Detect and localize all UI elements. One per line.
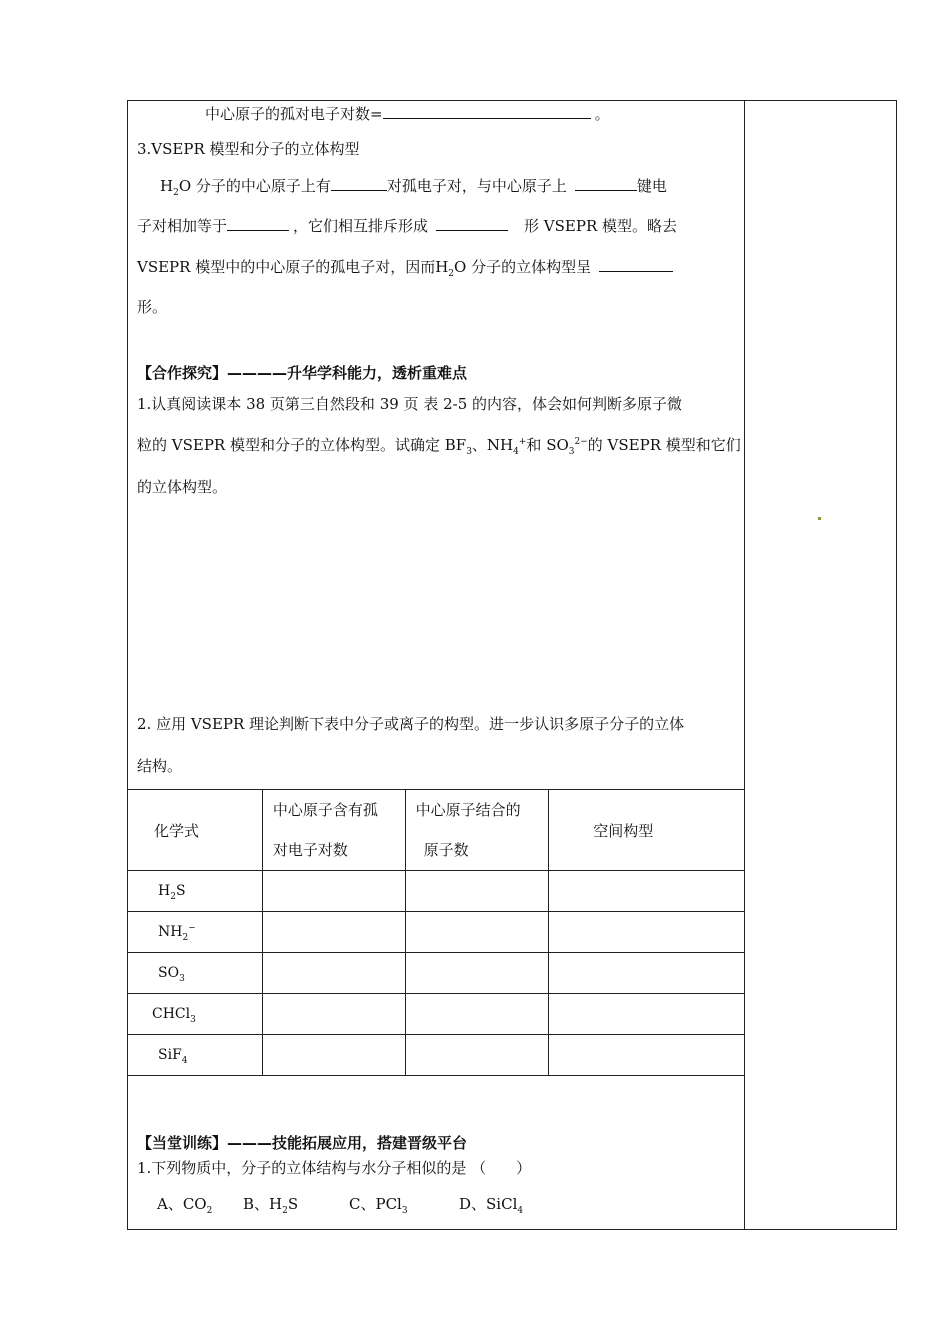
choice-d[interactable]: D、SiCl$_4$ xyxy=(459,1195,524,1216)
answer-cell[interactable] xyxy=(262,912,405,953)
answer-blank[interactable] xyxy=(227,218,289,231)
choice-b[interactable]: B、$H_2S$ xyxy=(243,1195,299,1216)
q2-line2: 结构。 xyxy=(137,757,183,775)
header-lone-pairs: 中心原子含有孤 对电子对数 xyxy=(262,790,405,871)
para3-line3: VSEPR 模型中的中心原子的孤电子对，因而$H_2O$ 分子的立体构型呈 xyxy=(137,259,673,275)
answer-cell[interactable] xyxy=(549,953,745,994)
header-geometry: 空间构型 xyxy=(549,790,745,871)
choice-a[interactable]: A、$CO_2$ xyxy=(157,1195,213,1216)
practice-q1: 1.下列物质中，分子的立体结构与水分子相似的是 （ ） xyxy=(137,1159,532,1177)
section-3-title: 3.VSEPR 模型和分子的立体构型 xyxy=(137,140,360,158)
answer-cell[interactable] xyxy=(549,994,745,1035)
q1-line1: 1.认真阅读课本 38 页第三自然段和 39 页 表 2-5 的内容，体会如何判断多原子微 xyxy=(137,395,683,413)
para3-line4: 形。 xyxy=(137,298,168,316)
answer-cell[interactable] xyxy=(549,1035,745,1076)
practice-heading: 【当堂训练】———技能拓展应用，搭建晋级平台 xyxy=(137,1134,468,1152)
table-row xyxy=(128,1035,745,1076)
answer-blank[interactable] xyxy=(575,178,637,191)
answer-cell[interactable] xyxy=(262,871,405,912)
lone-pair-formula-line: 中心原子的孤对电子对数= 。 xyxy=(205,105,610,123)
margin-dot xyxy=(818,517,821,520)
choice-c[interactable]: C、PCl$_3$ xyxy=(349,1195,408,1216)
answer-cell[interactable] xyxy=(405,871,549,912)
answer-blank[interactable] xyxy=(383,106,591,119)
formula-cell: $H_2S$ xyxy=(128,871,263,912)
q2-line1: 2. 应用 VSEPR 理论判断下表中分子或离子的构型。进一步认识多原子分子的立体 xyxy=(137,715,685,733)
header-formula: 化学式 xyxy=(128,790,263,871)
answer-blank[interactable] xyxy=(331,178,387,191)
answer-cell[interactable] xyxy=(405,1035,549,1076)
header-bonded-atoms: 中心原子结合的 原子数 xyxy=(405,790,549,871)
formula-cell: CHCl$_3$ xyxy=(128,994,263,1035)
q1-line2: 粒的 VSEPR 模型和分子的立体构型。试确定 $BF_3$、$NH_4^+$和 $SO_3^{2-}$的 VSEPR 模型和它们 xyxy=(137,436,741,457)
answer-cell[interactable] xyxy=(262,1035,405,1076)
table-row xyxy=(128,912,745,953)
formula-cell: $NH_2^-$ xyxy=(128,912,263,953)
answer-cell[interactable] xyxy=(405,994,549,1035)
answer-cell[interactable] xyxy=(262,953,405,994)
para3-line1: $H_2O$ 分子的中心原子上有 对孤电子对，与中心原子上 键电 xyxy=(160,177,667,198)
answer-blank[interactable] xyxy=(436,218,508,231)
cooperative-inquiry-heading: 【合作探究】————升华学科能力，透析重难点 xyxy=(137,364,468,382)
para3-line2: 子对相加等于 ，它们相互排斥形成 形 VSEPR 模型。略去 xyxy=(137,217,678,235)
formula-cell: $SO_3$ xyxy=(128,953,263,994)
table-row xyxy=(128,953,745,994)
answer-cell[interactable] xyxy=(405,912,549,953)
table-row xyxy=(128,994,745,1035)
answer-cell[interactable] xyxy=(262,994,405,1035)
answer-cell[interactable] xyxy=(405,953,549,994)
table-header-row xyxy=(128,790,745,871)
formula-cell: SiF$_4$ xyxy=(128,1035,263,1076)
answer-cell[interactable] xyxy=(549,912,745,953)
answer-cell[interactable] xyxy=(549,871,745,912)
q1-line3: 的立体构型。 xyxy=(137,478,228,496)
molecule-structure-table xyxy=(127,789,745,1076)
table-row xyxy=(128,871,745,912)
answer-blank[interactable] xyxy=(599,259,673,272)
